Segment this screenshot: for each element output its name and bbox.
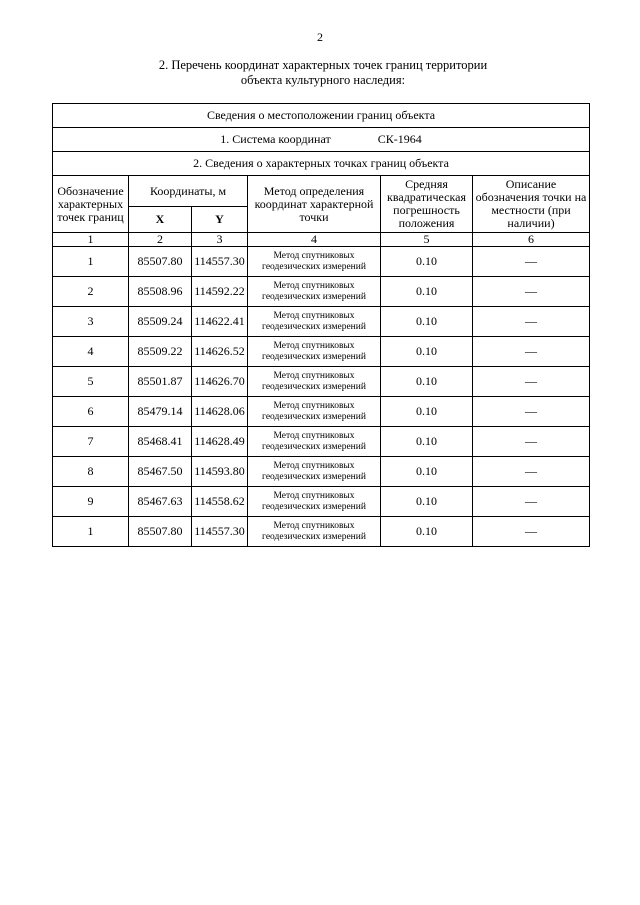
header-designation: Обозначение характерных точек границ <box>53 176 129 233</box>
coord-x: 85468.41 <box>129 427 192 457</box>
coord-system-label: 1. Система координат <box>220 132 331 146</box>
coord-x: 85507.80 <box>129 247 192 277</box>
coord-y: 114557.30 <box>192 247 248 277</box>
header-method: Метод определения координат характерной точки <box>248 176 381 233</box>
method: Метод спутниковых геодезических измерений <box>248 247 381 277</box>
coord-system-cell <box>53 128 590 152</box>
method: Метод спутниковых геодезических измерений <box>248 457 381 487</box>
error-value: 0.10 <box>381 517 473 547</box>
point-number: 6 <box>53 397 129 427</box>
error-value: 0.10 <box>381 457 473 487</box>
coord-x: 85501.87 <box>129 367 192 397</box>
method: Метод спутниковых геодезических измерений <box>248 277 381 307</box>
document-heading <box>100 58 546 88</box>
table-row <box>53 427 590 457</box>
coord-y: 114628.06 <box>192 397 248 427</box>
column-number: 3 <box>192 233 248 247</box>
method: Метод спутниковых геодезических измерений <box>248 517 381 547</box>
coord-x: 85509.22 <box>129 337 192 367</box>
coordinates-table <box>52 103 590 547</box>
coord-y: 114593.80 <box>192 457 248 487</box>
header-x: X <box>129 207 192 233</box>
coord-x: 85467.50 <box>129 457 192 487</box>
point-number: 4 <box>53 337 129 367</box>
column-number: 4 <box>248 233 381 247</box>
page-number: 2 <box>317 30 323 44</box>
heading-line-1: 2. Перечень координат характерных точек границ территории <box>158 58 488 72</box>
coord-x: 85507.80 <box>129 517 192 547</box>
method: Метод спутниковых геодезических измерений <box>248 367 381 397</box>
table-row <box>53 277 590 307</box>
point-description: — <box>473 247 590 277</box>
table-row <box>53 457 590 487</box>
method: Метод спутниковых геодезических измерений <box>248 487 381 517</box>
point-description: — <box>473 397 590 427</box>
method: Метод спутниковых геодезических измерений <box>248 337 381 367</box>
point-number: 8 <box>53 457 129 487</box>
point-number: 2 <box>53 277 129 307</box>
point-description: — <box>473 367 590 397</box>
error-value: 0.10 <box>381 427 473 457</box>
point-number: 9 <box>53 487 129 517</box>
section-title: Сведения о местоположении границ объекта <box>53 104 590 128</box>
column-number: 1 <box>53 233 129 247</box>
coord-y: 114626.70 <box>192 367 248 397</box>
method: Метод спутниковых геодезических измерений <box>248 427 381 457</box>
error-value: 0.10 <box>381 247 473 277</box>
point-number: 7 <box>53 427 129 457</box>
column-number-row <box>53 233 590 247</box>
column-number: 6 <box>473 233 590 247</box>
error-value: 0.10 <box>381 367 473 397</box>
point-description: — <box>473 517 590 547</box>
method: Метод спутниковых геодезических измерений <box>248 397 381 427</box>
error-value: 0.10 <box>381 277 473 307</box>
error-value: 0.10 <box>381 487 473 517</box>
table-row <box>53 487 590 517</box>
coord-x: 85467.63 <box>129 487 192 517</box>
table-row <box>53 307 590 337</box>
error-value: 0.10 <box>381 307 473 337</box>
method: Метод спутниковых геодезических измерений <box>248 307 381 337</box>
point-number: 3 <box>53 307 129 337</box>
point-number: 1 <box>53 517 129 547</box>
coord-x: 85508.96 <box>129 277 192 307</box>
error-value: 0.10 <box>381 397 473 427</box>
points-section-label: 2. Сведения о характерных точках границ объекта <box>53 152 590 176</box>
table-row <box>53 367 590 397</box>
table-row <box>53 517 590 547</box>
coord-y: 114626.52 <box>192 337 248 367</box>
heading-line-2: объекта культурного наследия: <box>240 73 406 87</box>
point-description: — <box>473 427 590 457</box>
coord-y: 114557.30 <box>192 517 248 547</box>
coord-x: 85509.24 <box>129 307 192 337</box>
point-description: — <box>473 277 590 307</box>
header-error: Средняя квадратическая погрешность положения <box>381 176 473 233</box>
table-row <box>53 397 590 427</box>
column-number: 2 <box>129 233 192 247</box>
header-coordinates: Координаты, м <box>129 176 248 207</box>
table-row <box>53 337 590 367</box>
coord-y: 114628.49 <box>192 427 248 457</box>
header-y: Y <box>192 207 248 233</box>
coord-y: 114558.62 <box>192 487 248 517</box>
error-value: 0.10 <box>381 337 473 367</box>
point-description: — <box>473 487 590 517</box>
column-number: 5 <box>381 233 473 247</box>
coord-x: 85479.14 <box>129 397 192 427</box>
header-description: Описание обозначения точки на местности (при наличии) <box>473 176 590 233</box>
table-row <box>53 247 590 277</box>
point-description: — <box>473 307 590 337</box>
point-description: — <box>473 457 590 487</box>
point-description: — <box>473 337 590 367</box>
coord-y: 114592.22 <box>192 277 248 307</box>
coord-system-value: СК-1964 <box>377 132 422 146</box>
point-number: 5 <box>53 367 129 397</box>
point-number: 1 <box>53 247 129 277</box>
coord-y: 114622.41 <box>192 307 248 337</box>
